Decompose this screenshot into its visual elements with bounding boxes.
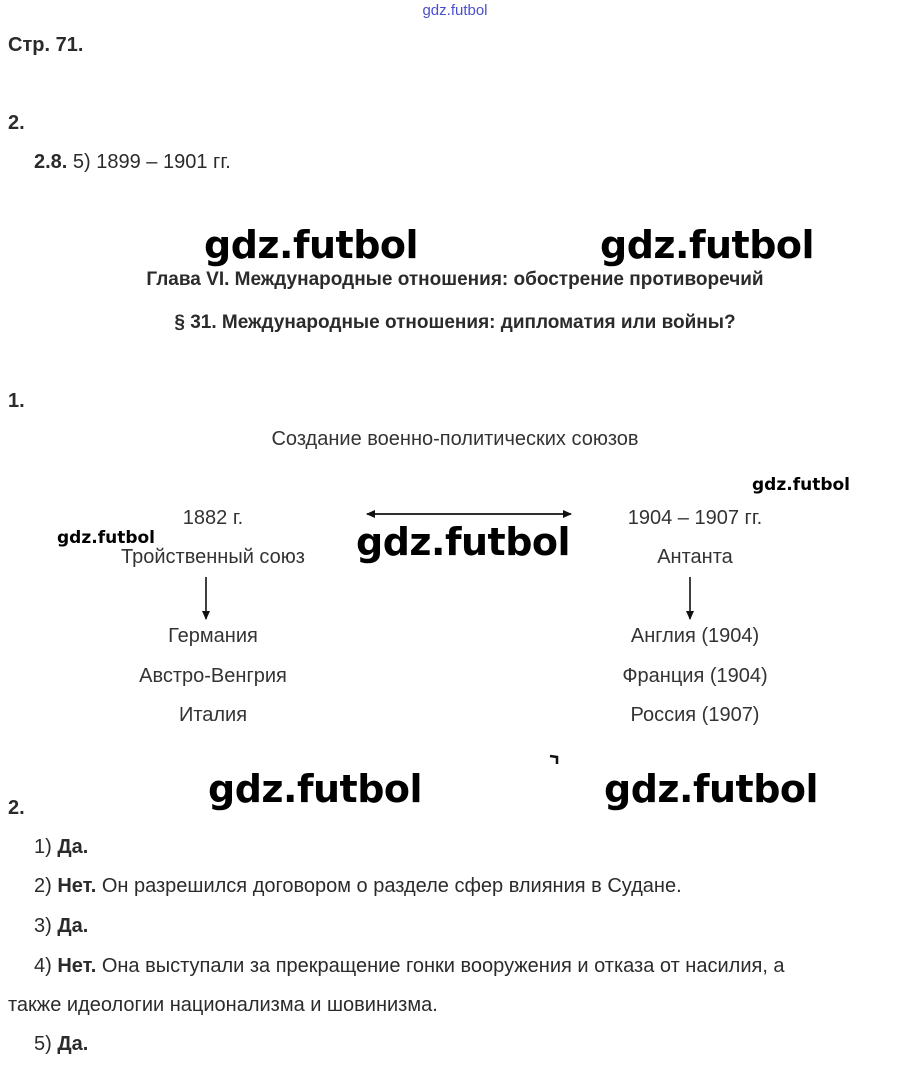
answer-item [34,955,785,978]
task-number: 2. [8,112,25,134]
watermark: gdz.futbol [356,520,571,564]
left-alliance-name: Тройственный союз [121,546,305,568]
task-item-number: 2.8. [34,151,68,173]
diagram-title: Создание военно-политических союзов [271,428,639,450]
answer-number: 5) [34,1033,52,1055]
answer-text: Он разрешился договором о разделе сфер влияния в Судане. [101,875,682,897]
watermark-top: gdz.futbol [422,2,488,19]
watermark: gdz.futbol [208,767,423,811]
watermark: gdz.futbol [752,475,850,495]
task-number: 1. [8,390,25,412]
answer-verdict: Нет. [57,875,97,897]
answer-number: 2) [34,875,52,897]
answer-verdict: Да. [57,1033,89,1055]
task-number: 2. [8,797,25,819]
watermark: gdz.futbol [57,528,155,548]
right-member: Англия (1904) [630,625,760,647]
answer-text: Она выступали за прекращение гонки вооружения и отказа от насилия, а [101,955,785,977]
answer-verdict: Да. [57,915,89,937]
answer-item [34,836,88,859]
answer-number: 3) [34,915,52,937]
watermark: gdz.futbol [604,767,819,811]
left-member: Австро-Венгрия [139,665,287,687]
answer-item [34,1033,88,1056]
answer-verdict: Нет. [57,955,97,977]
left-alliance-year: 1882 г. [182,507,244,529]
answer-text-continued: также идеологии национализма и шовинизма. [8,994,438,1016]
watermark: gdz.futbol [600,223,815,267]
answer-item [34,915,88,938]
right-member: Франция (1904) [622,665,768,687]
left-member: Италия [178,704,248,726]
page-label: Стр. 71. [8,34,84,56]
answer-number: 1) [34,836,52,858]
watermark: gdz.futbol [204,223,419,267]
answer-verdict: Да. [57,836,89,858]
right-member: Россия (1907) [630,704,760,726]
section-title: § 31. Международные отношения: дипломатия или войны? [174,312,736,333]
chapter-title: Глава VI. Международные отношения: обострение противоречий [146,269,764,290]
right-alliance-name: Антанта [657,546,733,568]
answer-item [34,875,682,898]
right-alliance-year: 1904 – 1907 гг. [627,507,763,529]
task-item-text: 5) 1899 – 1901 гг. [72,151,231,173]
answer-number: 4) [34,955,52,977]
stray-mark [550,756,557,764]
left-member: Германия [168,625,258,647]
